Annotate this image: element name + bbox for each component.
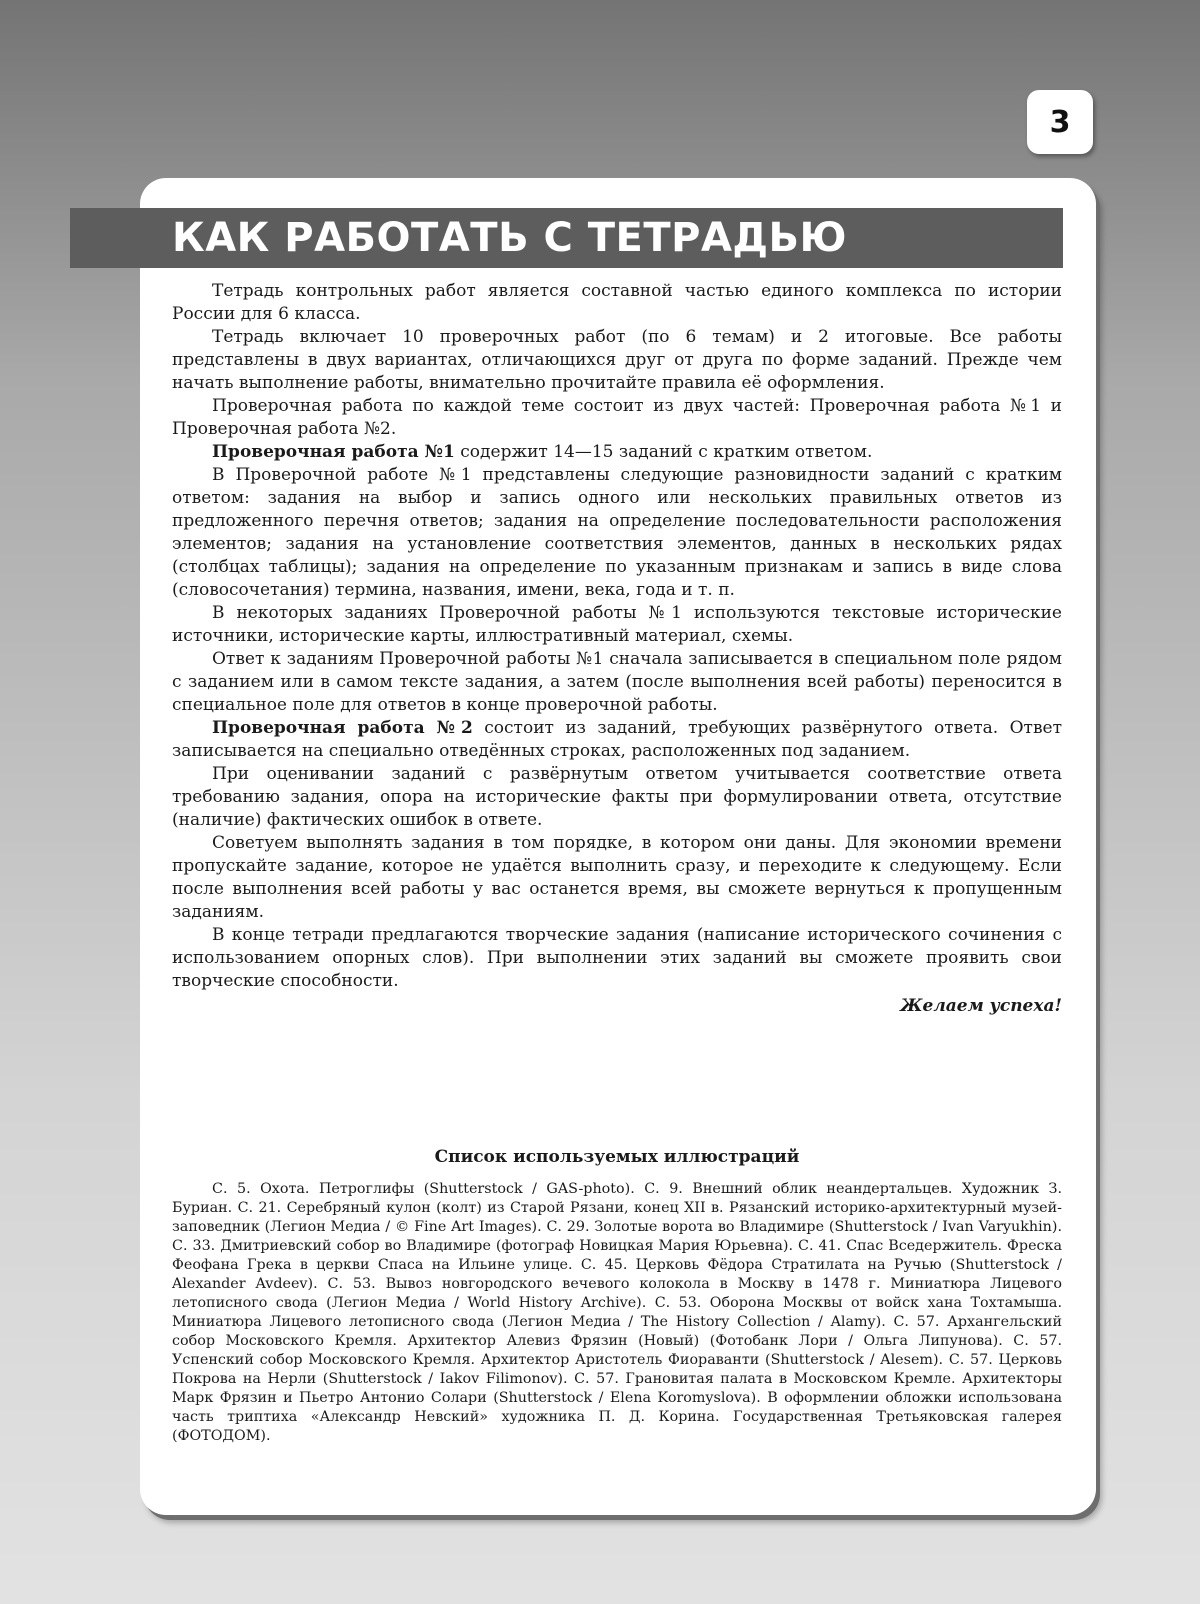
paragraph xyxy=(172,441,1062,464)
paragraph: В конце тетради предлагаются творческие задания (написание исторического сочинения с использованием опорных слов). При выполнении этих заданий вы сможете проявить свои творческие способности. xyxy=(172,925,1062,991)
page-number-badge xyxy=(1027,90,1093,154)
paragraph: В Проверочной работе №1 представлены следующие разновидности заданий с кратким ответом: задания на выбор и запись одного или нескольких правильных ответов из предложенного перечня ответов; задания на определение последовательности расположения элементов; задания на установление соответствия элементов, данных в нескольких рядах (столбцах таблицы); задания на определение по указанным признакам и запись в виде слова (словосочетания) термина, названия, имени, века, года и т. п. xyxy=(172,465,1062,600)
paragraph: При оценивании заданий с развёрнутым ответом учитывается соответствие ответа требованию задания, опора на исторические факты при формулировании ответа, отсутствие (наличие) фактических ошибок в ответе. xyxy=(172,764,1062,830)
closing-wish: Желаем успеха! xyxy=(900,996,1062,1016)
paragraph: В некоторых заданиях Проверочной работы №1 используются текстовые исторические источники, исторические карты, иллюстративный материал, схемы. xyxy=(172,603,1062,646)
paragraph: Тетрадь включает 10 проверочных работ (по 6 темам) и 2 итоговые. Все работы представлены в двух вариантах, отличающихся друг от друга по форме заданий. Прежде чем начать выполнение работы, внимательно прочитайте правила её оформления. xyxy=(172,327,1062,393)
paragraph: Советуем выполнять задания в том порядке, в котором они даны. Для экономии времени пропускайте задание, которое не удаётся выполнить сразу, и переходите к следующему. Если после выполнения всей работы у вас останется время, вы сможете вернуться к пропущенным заданиям. xyxy=(172,833,1062,922)
bold-term: Проверочная работа №2 xyxy=(212,718,473,738)
illustrations-heading: Список используемых иллюстраций xyxy=(434,1147,800,1167)
bold-term: Проверочная работа №1 xyxy=(212,442,455,462)
illustrations-list: С. 5. Охота. Петроглифы (Shutterstock / GAS-photo). С. 9. Внешний облик неандертальцев. Художник З. Буриан. С. 21. Серебряный кулон (колт) из Старой Рязани, конец XII в. Рязанский историко-архитектурный музей-заповедник (Легион Медиа / © Fine Art Images). С. 29. Золотые ворота во Владимире (Shutterstock / Ivan Varyukhin). С. 33. Дмитриевский собор во Владимире (фотограф Новицкая Мария Юрьевна). С. 41. Спас Вседержитель. Фреска Феофана Грека в церкви Спаса на Ильине улице. С. 45. Церковь Фёдора Стратилата на Ручью (Shutterstock / Alexander Avdeev). С. 53. Вывоз новгородского вечевого колокола в Москву в 1478 г. Миниатюра Лицевого летописного свода (Легион Медиа / World History Archive). С. 53. Оборона Москвы от войск хана Тохтамыша. Миниатюра Лицевого летописного свода (Легион Медиа / The History Collection / Alamy). С. 57. Архангельский собор Московского Кремля. Архитектор Алевиз Фрязин (Новый) (Фотобанк Лори / Ольга Липунова). С. 57. Успенский собор Московского Кремля. Архитектор Аристотель Фиораванти (Shutterstock / Alesem). С. 57. Церковь Покрова на Нерли (Shutterstock / Iakov Filimonov). С. 57. Грановитая палата в Московском Кремле. Архитекторы Марк Фрязин и Пьетро Антонио Солари (Shutterstock / Elena Koromyslova). В оформлении обложки использована часть триптиха «Александр Невский» художника П. Д. Корина. Государственная Третьяковская галерея (ФОТОДОМ). xyxy=(172,1181,1062,1444)
page-title: КАК РАБОТАТЬ С ТЕТРАДЬЮ xyxy=(172,215,847,261)
paragraph-rest: состоит из заданий, требующих развёрнутого ответа. Ответ записывается на специально отведённых строках, расположенных под заданием. xyxy=(172,718,1062,761)
title-bar xyxy=(70,208,1063,268)
instructions-body xyxy=(172,280,1062,1018)
paragraph: Проверочная работа по каждой теме состоит из двух частей: Проверочная работа №1 и Проверочная работа №2. xyxy=(172,396,1062,439)
paragraph: Тетрадь контрольных работ является составной частью единого комплекса по истории России для 6 класса. xyxy=(172,281,1062,324)
page-number: 3 xyxy=(1049,104,1071,140)
paragraph-rest: содержит 14—15 заданий с кратким ответом. xyxy=(454,442,873,462)
paragraph xyxy=(172,717,1062,763)
paragraph: Ответ к заданиям Проверочной работы №1 сначала записывается в специальном поле рядом с заданием или в самом тексте задания, а затем (после выполнения всей работы) переносится в специальное поле для ответов в конце проверочной работы. xyxy=(172,649,1062,715)
